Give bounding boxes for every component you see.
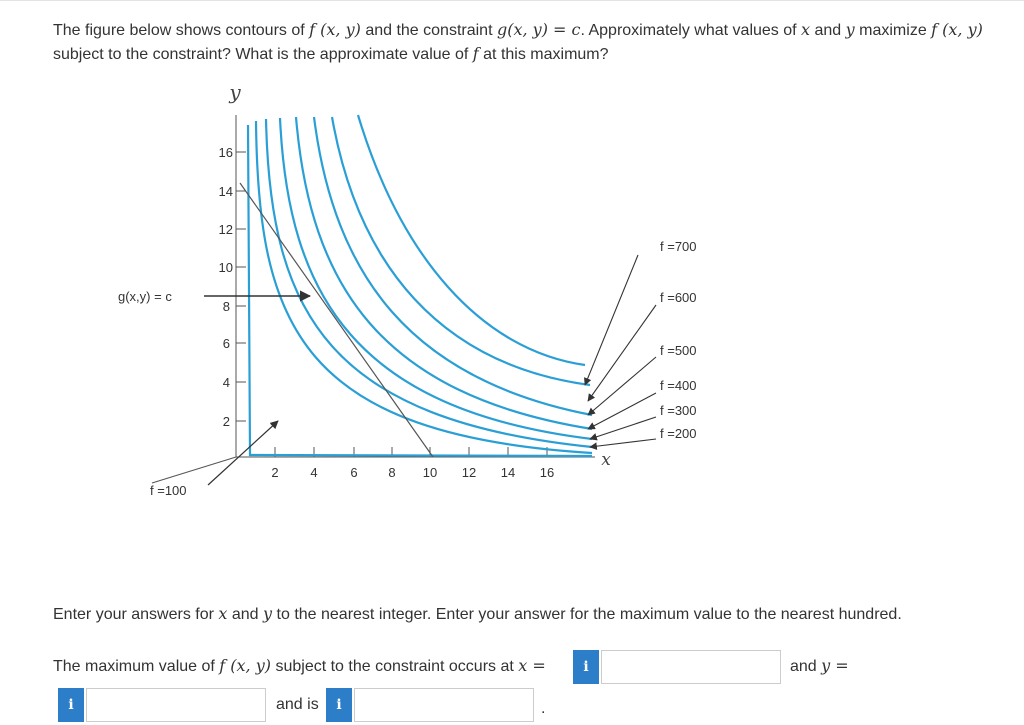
contour-curve-outer [358, 115, 585, 365]
x-equals: x = [518, 656, 546, 675]
and-is-label: and is [276, 696, 319, 713]
y-tick-label: 12 [218, 222, 233, 237]
f-variable: f [472, 44, 479, 63]
question-text-6: subject to the constraint? What is the approximate value of [53, 46, 473, 63]
contour-label-f500: f =500 [660, 343, 697, 358]
f-expression: f (x, y) [219, 656, 272, 675]
top-border [0, 0, 1024, 1]
y-answer-input[interactable] [86, 688, 266, 722]
x-tick-label: 10 [422, 465, 438, 480]
contour-curve-f700 [332, 117, 590, 385]
question-text-7: at this maximum? [478, 46, 609, 63]
y-equals: y = [821, 656, 849, 675]
x-info-button[interactable] [573, 650, 599, 684]
contour-label-f600: f =600 [660, 290, 697, 305]
answer-prompt [53, 654, 546, 678]
x-axis-label: x [601, 450, 611, 470]
constraint-label: g(x,y) = c [118, 289, 172, 304]
y-info-button[interactable] [58, 688, 84, 722]
y-tick-label: 16 [218, 145, 233, 160]
y-tick-label: 10 [218, 260, 233, 275]
info-icon: i [336, 697, 342, 713]
question-text-4: and [810, 22, 846, 39]
instructions-text [53, 602, 902, 626]
and-text: and [790, 658, 822, 675]
period: . [541, 700, 546, 717]
y-tick-label: 2 [222, 414, 230, 429]
x-tick-label: 6 [350, 465, 358, 480]
diagonal-axis-line [152, 457, 236, 483]
question-text-3: . Approximately what values of [580, 22, 802, 39]
contour-label-f100: f =100 [150, 483, 187, 498]
instructions-text-1: Enter your answers for [53, 606, 219, 623]
answer-text-1: The maximum value of [53, 658, 220, 675]
contour-curve-f300 [266, 119, 592, 447]
and-y-label [790, 654, 849, 678]
y-axis-label: y [229, 80, 241, 104]
contour-label-f700: f =700 [660, 239, 697, 254]
contour-curves [248, 115, 592, 456]
contour-plot [100, 75, 740, 505]
info-icon: i [68, 697, 74, 713]
y-tick-label: 4 [222, 375, 230, 390]
contour-label-f400: f =400 [660, 378, 697, 393]
contour-label-f300: f =300 [660, 403, 697, 418]
x-tick-label: 12 [461, 465, 477, 480]
y-tick-label: 14 [218, 184, 233, 199]
x-variable: x [801, 20, 811, 39]
x-answer-input[interactable] [601, 650, 781, 684]
f-expression: f (x, y) [309, 20, 361, 39]
y-tick-marks [236, 152, 246, 421]
x-tick-label: 14 [500, 465, 516, 480]
instructions-text-3: to the nearest integer. Enter your answer for the maximum value to the nearest hundred. [272, 606, 902, 623]
question-text-5: maximize [854, 22, 932, 39]
constraint-expression: g(x, y) = c [496, 20, 581, 39]
contour-figure [100, 75, 740, 505]
x-variable: x [218, 604, 228, 623]
info-icon: i [583, 659, 589, 675]
question-text [53, 18, 1013, 66]
f100-arrow [208, 421, 278, 485]
question-text-2: and the constraint [360, 22, 497, 39]
max-info-button[interactable] [326, 688, 352, 722]
max-value-input[interactable] [354, 688, 534, 722]
x-tick-label: 8 [388, 465, 396, 480]
y-tick-label: 6 [222, 336, 230, 351]
contour-curve-f400 [280, 118, 592, 439]
f-expression-2: f (x, y) [931, 20, 983, 39]
contour-curve-f600 [314, 117, 592, 415]
contour-label-arrows [585, 255, 656, 447]
x-tick-label: 16 [539, 465, 555, 480]
y-variable: y [845, 20, 855, 39]
contour-label-f200: f =200 [660, 426, 697, 441]
y-variable: y [263, 604, 273, 623]
question-text-1: The figure below shows contours of [53, 22, 310, 39]
x-tick-label: 4 [310, 465, 318, 480]
answer-text-2: subject to the constraint occurs at [271, 658, 519, 675]
y-tick-label: 8 [222, 299, 230, 314]
instructions-text-2: and [227, 606, 264, 623]
x-tick-label: 2 [271, 465, 279, 480]
